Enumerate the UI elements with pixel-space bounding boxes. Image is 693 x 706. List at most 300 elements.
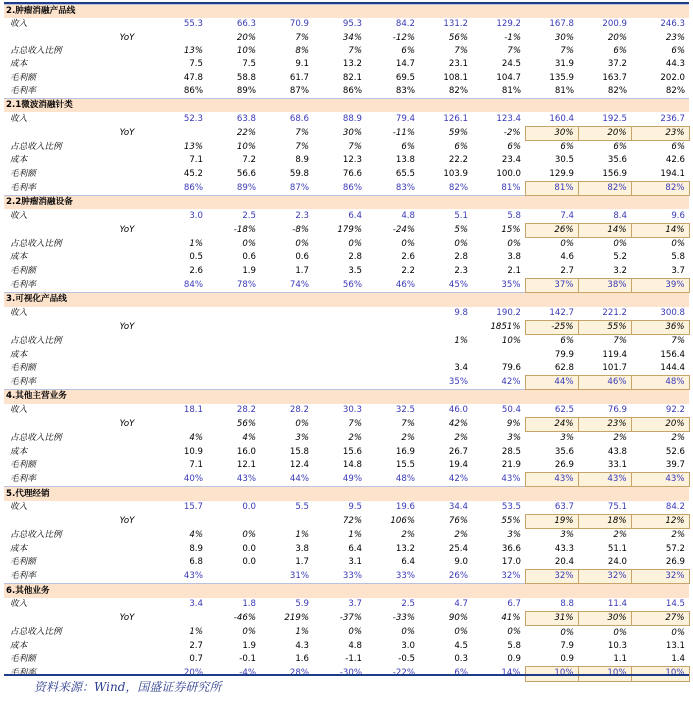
value-cell: 39%: [631, 278, 689, 292]
value-cell: 32%: [501, 571, 521, 582]
value-cell: 3.0: [189, 210, 203, 221]
value-cell: 38%: [578, 278, 631, 292]
value-cell: 34.4: [448, 502, 468, 513]
yoy-label: [104, 529, 154, 543]
value-cell: 1851%: [490, 321, 521, 332]
value-cell: 8%: [295, 46, 309, 57]
value-cell: [419, 5, 472, 19]
value-cell: 11.4: [607, 598, 627, 609]
value-cell: [207, 293, 260, 307]
value-cell: 5.8: [507, 640, 521, 651]
value-cell: 87%: [289, 182, 309, 193]
value-cell: [419, 320, 472, 334]
row-label: 毛利额: [10, 168, 36, 179]
value-cell: 2%: [348, 433, 362, 444]
value-cell: -33%: [392, 613, 415, 624]
table-row: [4, 432, 689, 446]
value-cell: -11%: [392, 127, 415, 138]
value-cell: 135.9: [549, 72, 574, 83]
yoy-label: [104, 404, 154, 418]
value-cell: [631, 584, 689, 598]
value-cell: [525, 5, 578, 19]
value-cell: 15.5: [395, 460, 415, 471]
value-cell: 6%: [507, 141, 521, 152]
yoy-label: YoY: [119, 32, 135, 43]
value-cell: 24.5: [501, 59, 521, 70]
table-row: [4, 32, 689, 45]
value-cell: 82%: [665, 85, 685, 96]
table-row: [4, 543, 689, 556]
value-cell: 13.2: [342, 59, 362, 70]
value-cell: 84.2: [665, 501, 685, 512]
value-cell: 15.7: [183, 502, 203, 513]
value-cell: 0.0: [242, 502, 256, 513]
yoy-label: [104, 293, 154, 307]
table-row: [4, 112, 689, 126]
value-cell: 2%: [454, 530, 468, 541]
value-cell: 6%: [560, 336, 574, 347]
table-row: [4, 362, 689, 376]
value-cell: 81%: [501, 182, 521, 193]
value-cell: 22.2: [448, 155, 468, 166]
value-cell: 4.8: [401, 210, 415, 221]
value-cell: [154, 293, 207, 307]
section-header-row: [4, 293, 689, 307]
value-cell: 202.0: [660, 72, 685, 83]
value-cell: 131.2: [443, 19, 468, 30]
value-cell: 37%: [525, 278, 578, 292]
value-cell: [525, 196, 578, 210]
value-cell: 7%: [295, 141, 309, 152]
value-cell: 59.8: [289, 168, 309, 179]
value-cell: [578, 5, 631, 19]
value-cell: 9.6: [671, 210, 685, 221]
table-row: [4, 154, 689, 167]
yoy-label: [104, 348, 154, 361]
value-cell: 7%: [613, 336, 627, 347]
value-cell: 22%: [236, 127, 256, 138]
value-cell: 23.1: [448, 59, 468, 70]
value-cell: 4%: [189, 530, 203, 541]
value-cell: 7.5: [242, 59, 256, 70]
value-cell: 1.9: [242, 640, 256, 651]
row-label: 占总收入比例: [10, 238, 62, 249]
value-cell: 8.8: [560, 598, 574, 609]
table-row: [4, 126, 689, 140]
value-cell: 2%: [671, 433, 685, 444]
value-cell: 76.9: [607, 404, 627, 415]
value-cell: 126.1: [443, 113, 468, 124]
value-cell: [419, 584, 472, 598]
yoy-label: YoY: [119, 516, 135, 527]
value-cell: 16.9: [395, 446, 415, 457]
value-cell: 2.8: [348, 252, 362, 263]
value-cell: -18%: [233, 224, 256, 235]
value-cell: 1%: [295, 530, 309, 541]
section-header-row: [4, 99, 689, 113]
value-cell: [313, 376, 366, 390]
value-cell: -4%: [239, 668, 256, 679]
value-cell: [631, 99, 689, 113]
value-cell: 6.4: [348, 543, 362, 554]
value-cell: [260, 307, 313, 321]
value-cell: 0%: [242, 530, 256, 541]
value-cell: [260, 335, 313, 349]
yoy-label: [104, 432, 154, 446]
value-cell: 20%: [631, 417, 689, 431]
table-row: [4, 348, 689, 361]
value-cell: [260, 584, 313, 598]
value-cell: [366, 348, 419, 361]
value-cell: 56.6: [236, 168, 256, 179]
value-cell: 81%: [501, 85, 521, 96]
value-cell: 32%: [578, 570, 631, 584]
yoy-label: [104, 251, 154, 264]
value-cell: -25%: [525, 320, 578, 334]
section-header-row: [4, 5, 689, 19]
value-cell: 6%: [613, 142, 627, 153]
yoy-label: [104, 5, 154, 19]
value-cell: 81%: [554, 85, 574, 96]
value-cell: [260, 390, 313, 404]
value-cell: 0%: [242, 238, 256, 249]
value-cell: [525, 99, 578, 113]
value-cell: [154, 390, 207, 404]
value-cell: 5.8: [671, 252, 685, 263]
value-cell: [366, 320, 419, 334]
value-cell: 7.9: [560, 640, 574, 651]
value-cell: 23%: [631, 126, 689, 140]
value-cell: 19.4: [448, 460, 468, 471]
value-cell: 6%: [560, 142, 574, 153]
value-cell: 43%: [501, 473, 521, 484]
value-cell: 52.6: [665, 446, 685, 457]
value-cell: 8.4: [613, 210, 627, 221]
value-cell: 103.9: [443, 168, 468, 179]
value-cell: 129.2: [496, 19, 521, 30]
value-cell: 79.9: [554, 349, 574, 360]
yoy-label: [104, 71, 154, 84]
value-cell: 28.5: [501, 446, 521, 457]
row-label: 成本: [10, 543, 28, 554]
yoy-label: [104, 278, 154, 292]
row-label: 占总收入比例: [10, 530, 62, 541]
value-cell: 23%: [665, 32, 685, 43]
value-cell: [260, 99, 313, 113]
value-cell: 33%: [395, 571, 415, 582]
value-cell: 32%: [631, 570, 689, 584]
value-cell: 160.4: [549, 113, 574, 124]
value-cell: 76.6: [342, 168, 362, 179]
value-cell: 0.7: [189, 654, 203, 665]
value-cell: 0%: [507, 627, 521, 638]
value-cell: 142.7: [549, 307, 574, 318]
yoy-label: [104, 626, 154, 640]
value-cell: [578, 99, 631, 113]
value-cell: 17.0: [501, 557, 521, 568]
value-cell: 56%: [448, 32, 468, 43]
value-cell: [154, 612, 207, 626]
value-cell: 43%: [236, 473, 256, 484]
yoy-label: [104, 543, 154, 556]
value-cell: 10.9: [183, 446, 203, 457]
value-cell: [472, 487, 525, 501]
value-cell: 7%: [671, 336, 685, 347]
value-cell: 1.4: [671, 654, 685, 665]
yoy-label: [104, 335, 154, 349]
value-cell: 20%: [183, 668, 203, 679]
row-label: 6.其他业务: [4, 584, 104, 598]
value-cell: 52.3: [183, 113, 203, 124]
row-label: 毛利额: [10, 266, 36, 277]
yoy-label: [104, 265, 154, 279]
value-cell: 62.8: [554, 362, 574, 373]
value-cell: 66.3: [236, 19, 256, 30]
value-cell: 15.6: [342, 446, 362, 457]
value-cell: 3.2: [613, 265, 627, 276]
value-cell: [207, 320, 260, 334]
row-label: 毛利额: [10, 363, 36, 374]
value-cell: 6%: [671, 142, 685, 153]
yoy-label: [104, 390, 154, 404]
value-cell: [472, 348, 525, 361]
value-cell: 7.5: [189, 59, 203, 70]
value-cell: [366, 196, 419, 210]
value-cell: 1%: [189, 238, 203, 249]
yoy-label: [104, 362, 154, 376]
value-cell: 6.4: [348, 210, 362, 221]
value-cell: 2.3: [295, 210, 309, 221]
table-row: [4, 612, 689, 626]
section-header-row: [4, 487, 689, 501]
row-label: 收入: [10, 405, 28, 415]
value-cell: 82%: [448, 85, 468, 96]
row-label: 收入: [10, 599, 28, 610]
value-cell: 0%: [560, 239, 574, 250]
value-cell: [207, 514, 260, 528]
value-cell: 63.8: [236, 113, 256, 124]
value-cell: [154, 376, 207, 390]
value-cell: 5%: [454, 224, 468, 235]
value-cell: 87%: [289, 85, 309, 96]
value-cell: 28.2: [236, 405, 256, 415]
yoy-label: [104, 45, 154, 58]
value-cell: 35.6: [607, 155, 627, 166]
value-cell: 14%: [631, 223, 689, 237]
value-cell: [207, 99, 260, 113]
value-cell: [313, 487, 366, 501]
value-cell: 79.6: [501, 363, 521, 374]
table-row: [4, 265, 689, 279]
value-cell: 0%: [671, 239, 685, 250]
value-cell: [525, 487, 578, 501]
value-cell: [366, 584, 419, 598]
value-cell: 119.4: [602, 349, 627, 360]
value-cell: 43%: [578, 473, 631, 487]
value-cell: [631, 390, 689, 404]
yoy-label: [104, 168, 154, 182]
value-cell: 23%: [578, 417, 631, 431]
table-row: [4, 223, 689, 237]
value-cell: -46%: [233, 613, 256, 624]
value-cell: 35%: [501, 279, 521, 290]
value-cell: 0.6: [295, 252, 309, 263]
value-cell: 4.3: [295, 640, 309, 651]
value-cell: 0%: [613, 627, 627, 638]
value-cell: 30.3: [342, 405, 362, 415]
value-cell: 18%: [578, 514, 631, 528]
value-cell: [260, 196, 313, 210]
table-row: [4, 209, 689, 223]
value-cell: 0%: [507, 238, 521, 249]
value-cell: 26%: [448, 571, 468, 582]
value-cell: 65.5: [395, 168, 415, 179]
yoy-label: YoY: [119, 613, 135, 624]
row-label: 毛利额: [10, 72, 36, 83]
value-cell: 27%: [631, 612, 689, 626]
yoy-label: [104, 653, 154, 667]
row-label: 成本: [10, 59, 28, 70]
value-cell: 2.7: [560, 265, 574, 276]
row-label: 占总收入比例: [10, 46, 62, 57]
value-cell: [578, 390, 631, 404]
value-cell: [366, 376, 419, 390]
value-cell: 42%: [448, 419, 468, 430]
table-row: [4, 376, 689, 390]
yoy-label: [104, 238, 154, 252]
value-cell: 12%: [631, 514, 689, 528]
value-cell: 0%: [401, 627, 415, 638]
value-cell: 0%: [671, 627, 685, 638]
value-cell: 4%: [242, 433, 256, 444]
value-cell: 84.2: [395, 19, 415, 30]
value-cell: [419, 348, 472, 361]
value-cell: [578, 584, 631, 598]
table-row: [4, 501, 689, 515]
value-cell: 53.5: [501, 502, 521, 513]
yoy-label: [104, 154, 154, 167]
value-cell: [366, 362, 419, 376]
value-cell: 7.4: [560, 210, 574, 221]
table-row: [4, 556, 689, 570]
row-label: 成本: [10, 155, 28, 166]
value-cell: 39.7: [665, 459, 685, 470]
table-row: [4, 307, 689, 321]
table-row: [4, 18, 689, 31]
value-cell: 5.8: [507, 210, 521, 221]
value-cell: 42.6: [665, 155, 685, 166]
value-cell: [366, 307, 419, 321]
yoy-label: [104, 487, 154, 501]
value-cell: 1.7: [295, 266, 309, 277]
value-cell: 47.8: [183, 72, 203, 83]
value-cell: 7%: [507, 46, 521, 57]
value-cell: [154, 196, 207, 210]
value-cell: 5.9: [295, 599, 309, 610]
value-cell: 6%: [671, 46, 685, 57]
value-cell: 30%: [554, 32, 574, 43]
value-cell: [313, 307, 366, 321]
yoy-label: [104, 501, 154, 515]
value-cell: 0%: [454, 238, 468, 249]
value-cell: [260, 487, 313, 501]
value-cell: 28%: [289, 668, 309, 679]
value-cell: [366, 5, 419, 19]
value-cell: 219%: [284, 613, 309, 624]
value-cell: 34%: [342, 32, 362, 43]
value-cell: 6.8: [189, 557, 203, 568]
value-cell: 8.9: [189, 543, 203, 554]
value-cell: 44.3: [665, 59, 685, 70]
value-cell: 14.7: [395, 59, 415, 70]
value-cell: [525, 390, 578, 404]
value-cell: [154, 362, 207, 376]
value-cell: [313, 390, 366, 404]
value-cell: -1%: [504, 32, 521, 43]
value-cell: 144.4: [660, 362, 685, 373]
value-cell: 1%: [295, 627, 309, 638]
value-cell: 0%: [613, 239, 627, 250]
value-cell: 26.9: [554, 459, 574, 470]
value-cell: 59%: [448, 127, 468, 138]
value-cell: 51.1: [607, 543, 627, 554]
value-cell: 79.4: [395, 113, 415, 124]
value-cell: 9.1: [295, 59, 309, 70]
value-cell: 33.1: [607, 459, 627, 470]
value-cell: 32%: [525, 570, 578, 584]
row-label: 占总收入比例: [10, 627, 62, 638]
value-cell: 45.2: [183, 168, 203, 179]
row-label: 毛利率: [10, 182, 36, 193]
row-label: 成本: [10, 640, 28, 651]
source-note: 资料来源：Wind，国盛证券研究所: [34, 680, 222, 694]
value-cell: 7.1: [189, 155, 203, 166]
value-cell: 20%: [578, 126, 631, 140]
value-cell: 3.4: [454, 363, 468, 374]
value-cell: 43%: [525, 473, 578, 487]
value-cell: [472, 99, 525, 113]
row-label: 毛利额: [10, 654, 36, 665]
value-cell: 0%: [242, 627, 256, 638]
value-cell: -37%: [339, 613, 362, 624]
yoy-label: [104, 376, 154, 390]
value-cell: 6%: [454, 141, 468, 152]
value-cell: 28.2: [289, 405, 309, 415]
table-row: [4, 140, 689, 154]
value-cell: 20%: [236, 32, 256, 43]
value-cell: [578, 293, 631, 307]
value-cell: 84%: [183, 279, 203, 290]
value-cell: 0%: [348, 238, 362, 249]
row-label: 毛利率: [10, 571, 36, 582]
value-cell: [313, 335, 366, 349]
yoy-label: [104, 640, 154, 653]
value-cell: 86%: [183, 182, 203, 193]
value-cell: 82%: [607, 85, 627, 96]
value-cell: [260, 348, 313, 361]
value-cell: [525, 584, 578, 598]
value-cell: [631, 5, 689, 19]
value-cell: 7%: [295, 32, 309, 43]
yoy-label: [104, 140, 154, 154]
value-cell: 12.4: [289, 460, 309, 471]
value-cell: 1%: [454, 336, 468, 347]
value-cell: [419, 99, 472, 113]
row-label: 收入: [10, 113, 28, 124]
value-cell: -0.1: [239, 654, 256, 665]
value-cell: 15.8: [289, 446, 309, 457]
value-cell: [260, 5, 313, 19]
